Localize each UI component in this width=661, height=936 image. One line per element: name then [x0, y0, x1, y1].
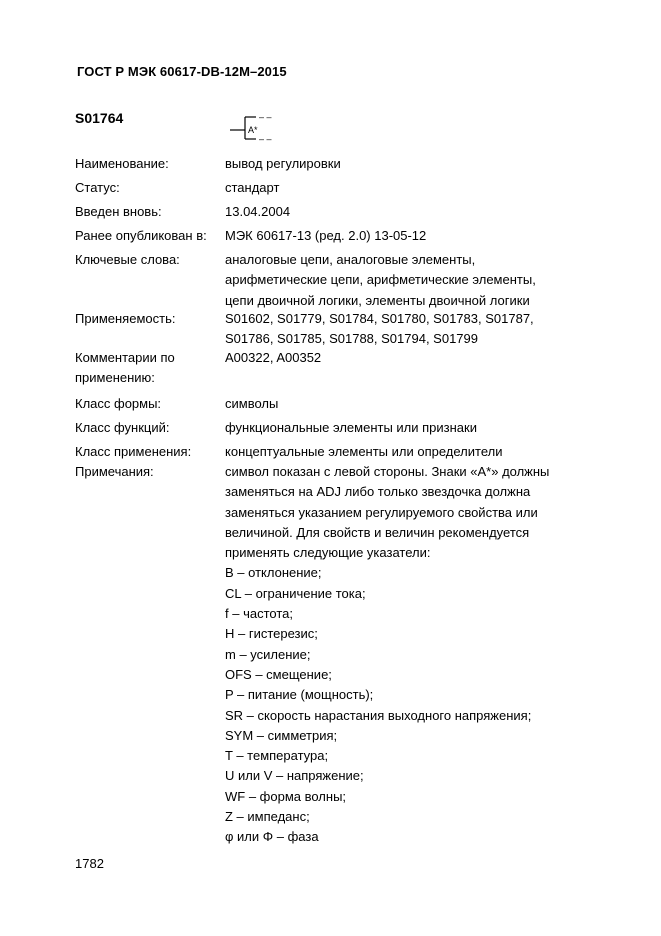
field-value: [225, 250, 625, 311]
field-value-line: SYM – симметрия;: [225, 727, 338, 743]
field-value-line: φ или Φ – фаза: [225, 829, 319, 845]
field-label-line: Комментарии по: [75, 350, 175, 365]
field-value-line: символ показан с левой стороны. Знаки «A*» должны: [225, 464, 550, 479]
field-label: [75, 418, 225, 438]
field-label: [75, 154, 225, 174]
field-label-line: Наименование:: [75, 156, 169, 171]
field-label: [75, 462, 225, 482]
field-value-line: T – температура;: [225, 748, 329, 764]
field-value: [225, 348, 625, 368]
field-value-line: функциональные элементы или признаки: [225, 420, 477, 435]
field-value: [225, 462, 625, 848]
field-label: [75, 394, 225, 414]
field-value-line: CL – ограничение тока;: [225, 585, 366, 601]
field-value-line: концептуальные элементы или определители: [225, 444, 503, 459]
field-label-line: Класс применения:: [75, 444, 192, 459]
field-value-line: величиной. Для свойств и величин рекомендуется: [225, 524, 530, 540]
field-value-line: заменяться на ADJ либо только звездочка должна: [225, 484, 531, 500]
field-label-line: Статус:: [75, 180, 120, 195]
field-value-line: символы: [225, 396, 279, 411]
field-value-line: P – питание (мощность);: [225, 687, 374, 703]
adjustment-symbol-graphic: [228, 108, 288, 144]
field-label: [75, 226, 225, 246]
field-value-line: B – отклонение;: [225, 565, 322, 581]
field-value-line: OFS – смещение;: [225, 666, 332, 682]
field-value-line: SR – скорость нарастания выходного напряжения;: [225, 707, 532, 723]
field-label: [75, 250, 225, 270]
field-label: [75, 309, 225, 329]
field-value: [225, 226, 625, 246]
field-value-line: H – гистерезис;: [225, 626, 318, 642]
field-value-line: m – усиление;: [225, 646, 311, 662]
field-label-line: Введен вновь:: [75, 204, 162, 219]
field-value: [225, 154, 625, 174]
field-label: [75, 178, 225, 198]
field-label: [75, 442, 225, 462]
field-value-line: U или V – напряжение;: [225, 768, 364, 784]
field-value-line: арифметические цепи, арифметические элементы,: [225, 272, 536, 288]
field-label-line: Класс функций:: [75, 420, 170, 435]
field-label-line: Ранее опубликован в:: [75, 228, 207, 243]
page-number: 1782: [75, 856, 104, 871]
field-label-line: Класс формы:: [75, 396, 162, 411]
field-value-line: цепи двоичной логики, элементы двоичной логики: [225, 292, 530, 308]
field-value: [225, 178, 625, 198]
symbol-adj-label: A*: [248, 125, 258, 135]
field-label-line: Примечания:: [75, 464, 154, 479]
field-value-line: S01602, S01779, S01784, S01780, S01783, S01787,: [225, 311, 534, 326]
field-label-line: применению:: [75, 370, 155, 386]
field-value-line: WF – форма волны;: [225, 788, 347, 804]
field-value-line: аналоговые цепи, аналоговые элементы,: [225, 252, 476, 267]
field-value: [225, 442, 625, 462]
field-value: [225, 309, 625, 350]
field-value-line: стандарт: [225, 180, 280, 195]
symbol-dashes-top: – –: [259, 112, 272, 122]
field-value-line: 13.04.2004: [225, 204, 291, 219]
field-value: [225, 202, 625, 222]
symbol-dashes-bottom: – –: [259, 134, 272, 144]
field-value-line: МЭК 60617-13 (ред. 2.0) 13-05-12: [225, 228, 427, 243]
field-value-line: S01786, S01785, S01788, S01794, S01799: [225, 331, 478, 347]
field-label-line: Применяемость:: [75, 311, 176, 326]
field-label-line: Ключевые слова:: [75, 252, 180, 267]
field-label: [75, 348, 225, 389]
field-value-line: применять следующие указатели:: [225, 545, 431, 561]
field-value-line: заменяться указанием регулируемого свойства или: [225, 504, 538, 520]
field-value-line: вывод регулировки: [225, 156, 341, 171]
symbol-code: S01764: [75, 110, 124, 126]
field-value-line: f – частота;: [225, 606, 293, 622]
field-value: [225, 394, 625, 414]
document-header: ГОСТ Р МЭК 60617-DB-12M–2015: [77, 64, 287, 79]
field-label: [75, 202, 225, 222]
field-value-line: A00322, A00352: [225, 350, 322, 365]
field-value: [225, 418, 625, 438]
field-value-line: Z – импеданс;: [225, 809, 310, 825]
